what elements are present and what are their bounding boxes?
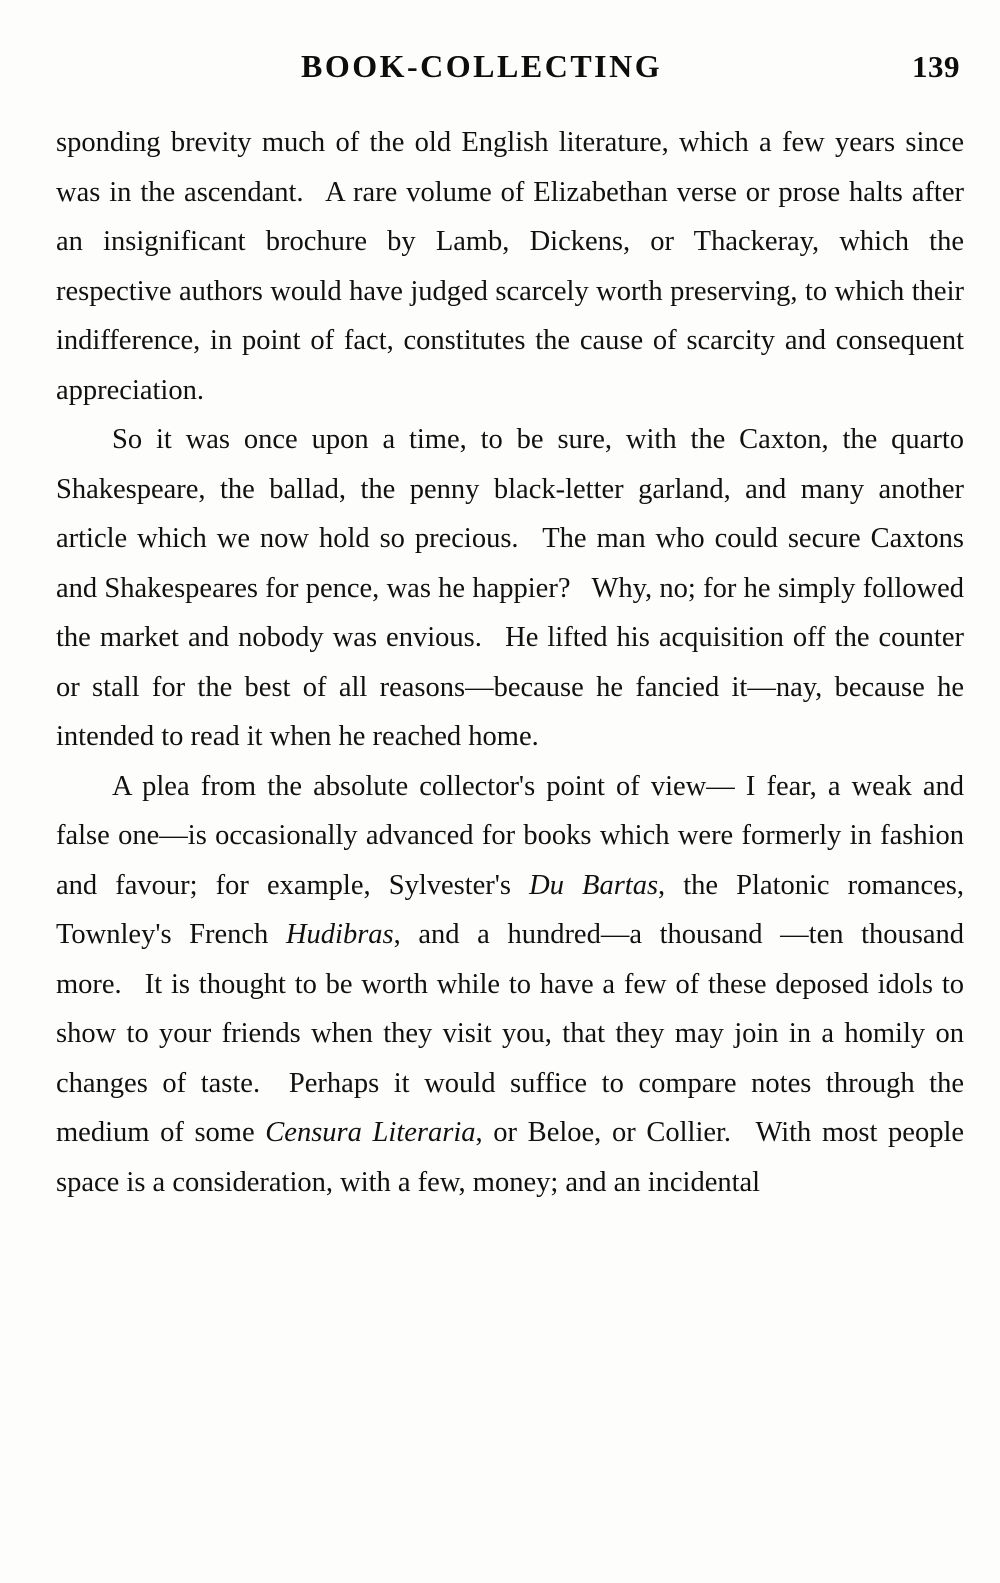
paragraph: A plea from the absolute collector's point of view— I fear, a weak and false one—is occasionally advanced for books which were formerly in fashion and favour; for example, Sylvester's Du Bartas, the Platonic romances, Townley's French Hudibras, and a hundred—a thousand —ten thousand more. It is thought to be worth while to have a few of these deposed idols to show to your friends when they visit you, that they may join in a homily on changes of taste. Perhaps it would suffice to compare notes through the medium of some Censura Literaria, or Beloe, or Collier. With most people space is a consideration, with a few, money; and an incidental	[56, 770, 965, 1198]
page-header	[56, 48, 960, 94]
paragraph: So it was once upon a time, to be sure, with the Caxton, the quarto Shakespeare, the ballad, the penny black-letter garland, and many another article which we now hold so precious. The man who could secure Caxtons and Shakespeares for pence, was he happier? Why, no; for he simply followed the market and nobody was envious. He lifted his acquisition off the counter or stall for the best of all reasons—because he fancied it—nay, because he intended to read it when he reached home.	[56, 424, 964, 752]
page-number: 139	[912, 49, 960, 84]
paragraph: sponding brevity much of the old English literature, which a few years since was in the ascendant. A rare volume of Elizabethan verse or prose halts after an insignificant brochure by Lamb, Dickens, or Thackeray, which the respective authors would have judged scarcely worth preserving, to which their indifference, in point of fact, constitutes the cause of scarcity and consequent appreciation.	[56, 127, 964, 406]
body-text	[56, 118, 964, 1207]
running-title: BOOK-COLLECTING	[301, 48, 663, 84]
